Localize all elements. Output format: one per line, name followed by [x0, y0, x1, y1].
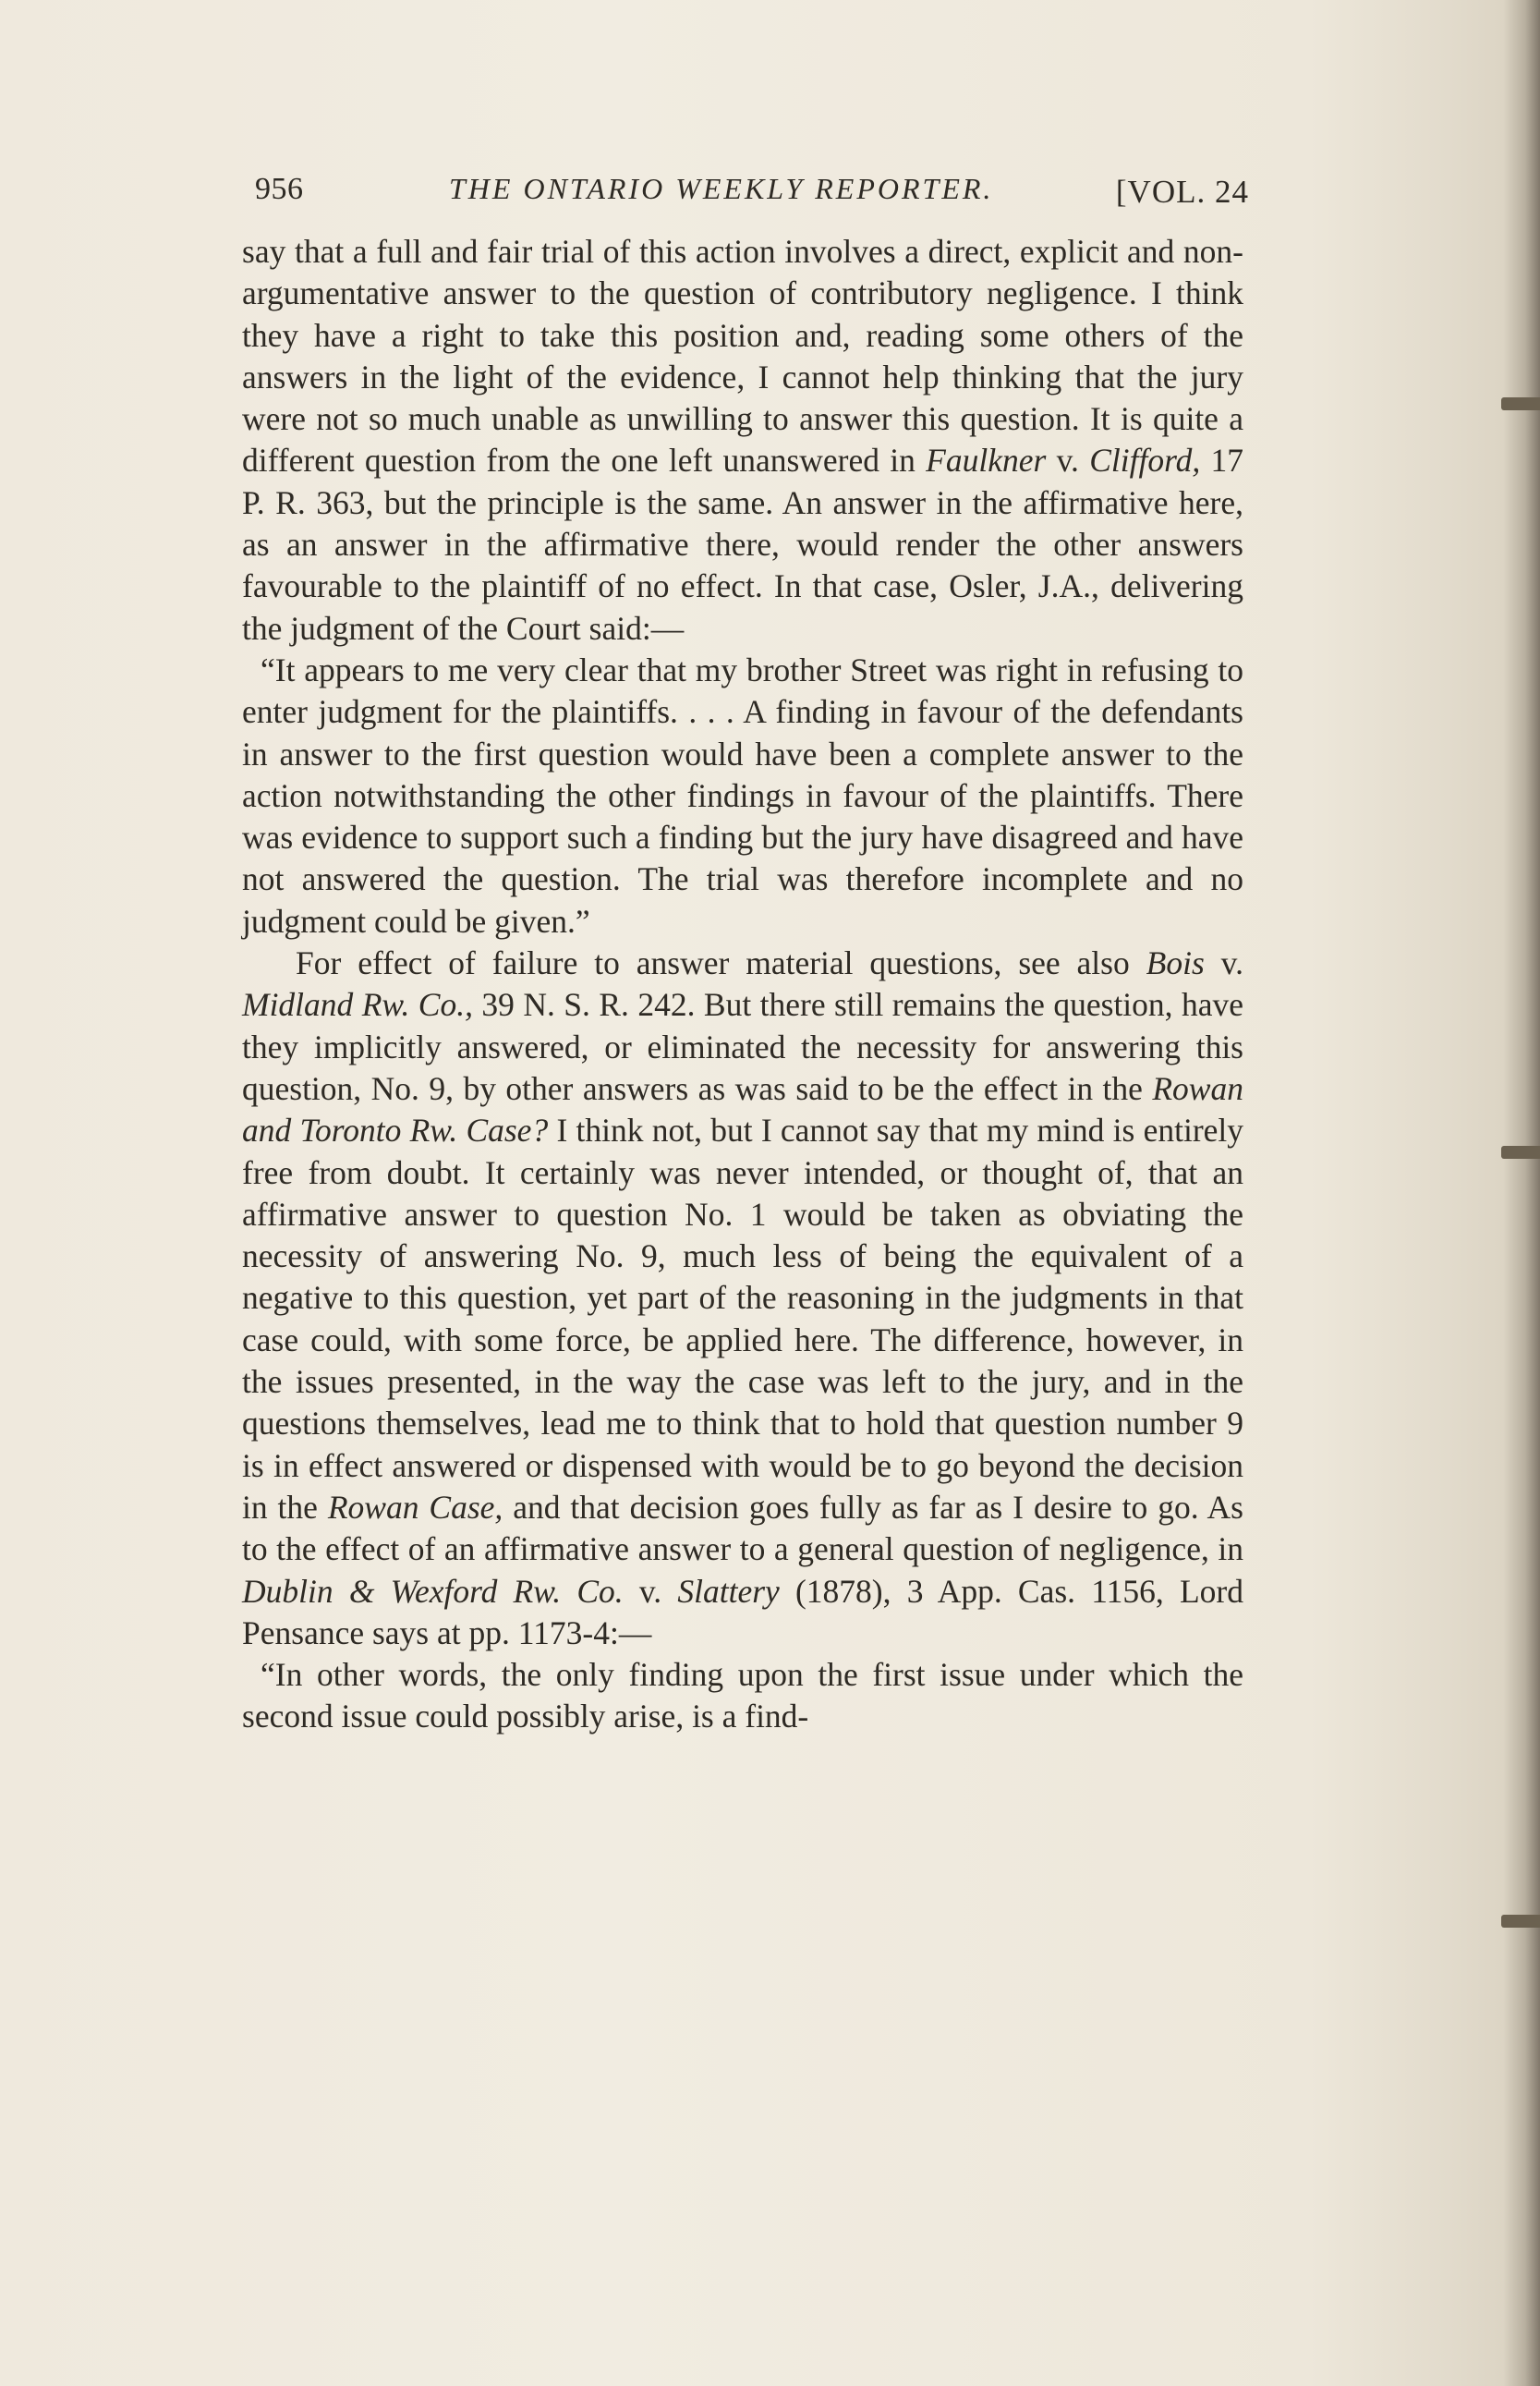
paragraph — [242, 943, 1243, 1654]
running-header — [242, 172, 1249, 213]
case-name: Clifford, — [1089, 442, 1201, 480]
binding-tab-mark — [1501, 397, 1540, 410]
text-run: 17 P. R. 363, but the principle is the same. An answer in the affirmative here, as an answer in the affirmative there, would render the other answers favourable to the plaintiff of no effect. In that case, Osler, J.A., delivering the judgment of the Court said:— — [242, 442, 1243, 647]
volume-label: [VOL. 24 — [1115, 174, 1249, 210]
binding-tab-mark — [1501, 1915, 1540, 1928]
running-title: THE ONTARIO WEEKLY REPORTER. — [449, 172, 994, 205]
text-run: and that decision goes fully as far as I desire to go. As to the effect of an affirmative answer to a general question of negligence, in — [242, 1488, 1243, 1568]
text-run: 39 N. S. R. 242. But there still remains the question, have they implicitly answered, or eliminated the necessity for answering this question, No. 9, by other answers as was said to be the effect in the — [242, 986, 1243, 1107]
text-run: For effect of failure to answer material questions, see also — [296, 944, 1146, 982]
block-quote — [242, 650, 1243, 943]
page-number: 956 — [255, 172, 304, 206]
case-name: Bois — [1146, 944, 1205, 982]
case-name: Slattery — [677, 1572, 780, 1610]
text-run: v. — [1046, 442, 1090, 480]
case-name: Midland Rw. Co., — [242, 986, 473, 1024]
text-run: v. — [1204, 944, 1243, 982]
case-name: Faulkner — [926, 442, 1047, 480]
quote-text: “It appears to me very clear that my brother Street was right in refusing to enter judgment for the plaintiffs. . . . A finding in favour of the defendants in answer to the first question would have been a complete answer to the action notwithstanding the other findings in favour of the plaintiffs. There was evidence to support such a finding but the jury have disagreed and have not answered the question. The trial was therefore incomplete and no judgment could be given.” — [242, 651, 1243, 940]
text-run: v. — [623, 1572, 678, 1610]
text-run: I think not, but I cannot say that my mind is entirely free from doubt. It certainly was never intended, or thought of, that an affirmative answer to question No. 1 would be taken as obviating the necessity of answering No. 9, much less of being the equivalent of a negative to this question, yet part of the reasoning in the judgments in that case could, with some force, be applied here. The difference, however, in the issues presented, in the way the case was left to the jury, and in the questions themselves, lead me to think that to hold that question number 9 is in effect answered or dispensed with would be to go beyond the decision in the — [242, 1112, 1244, 1526]
case-name: Rowan Case, — [327, 1488, 503, 1526]
binding-tab-mark — [1501, 1146, 1540, 1159]
body-text — [242, 231, 1243, 1738]
case-name: Rowan and Toronto Rw. Case? — [242, 1069, 1243, 1150]
block-quote — [242, 1654, 1243, 1738]
text-run: (1878), 3 App. Cas. 1156, Lord Pensance says at pp. 1173-4:— — [242, 1572, 1243, 1651]
text-run: say that a full and fair trial of this action involves a direct, explicit and non-argumentative answer to the question of contributory negligence. I think they have a right to take this position and, reading some others of the answers in the light of the evidence, I cannot help thinking that the jury were not so much unable as unwilling to answer this question. It is quite a different question from the one left unanswered in — [242, 233, 1243, 480]
case-name: Dublin & Wexford Rw. Co. — [242, 1572, 624, 1610]
page-edge-shadow — [1503, 0, 1540, 2386]
quote-text: “In other words, the only finding upon the first issue under which the second issue could possibly arise, is a find- — [242, 1656, 1243, 1735]
paragraph-continuation — [242, 231, 1243, 650]
